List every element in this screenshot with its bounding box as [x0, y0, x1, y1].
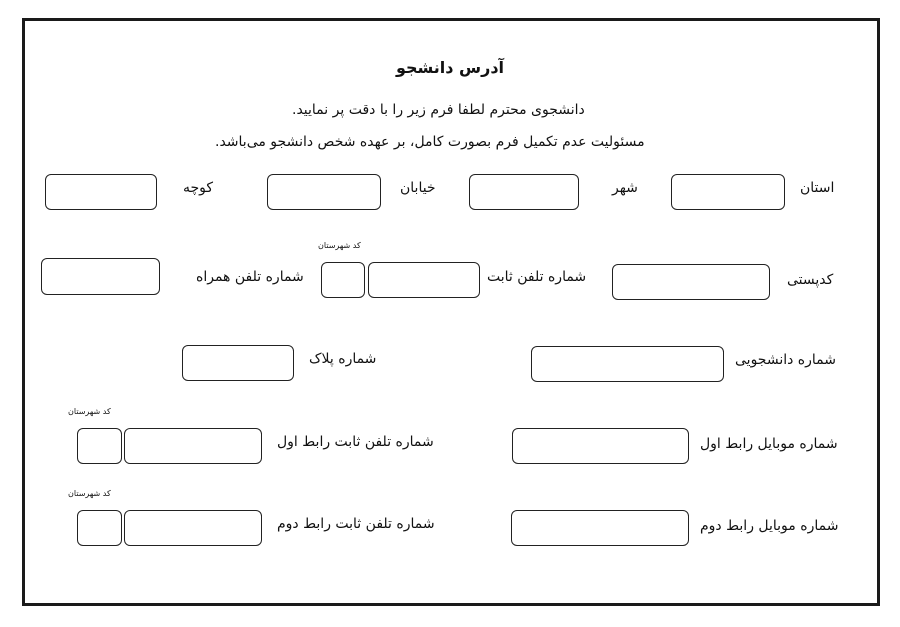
contact2-mobile-input[interactable]	[511, 510, 689, 546]
mobile-input[interactable]	[41, 258, 160, 295]
street-label: خیابان	[400, 180, 436, 196]
alley-input[interactable]	[45, 174, 157, 210]
contact2-area-code-label: کد شهرستان	[68, 489, 111, 498]
contact2-landline-number-input[interactable]	[124, 510, 262, 546]
postal-code-input[interactable]	[612, 264, 770, 300]
city-input[interactable]	[469, 174, 579, 210]
landline-area-code-input[interactable]	[321, 262, 365, 298]
landline-area-code-label: کد شهرستان	[318, 241, 361, 250]
landline-number-input[interactable]	[368, 262, 480, 298]
form-title: آدرس دانشجو	[395, 58, 505, 77]
postal-code-label: کدپستی	[787, 272, 834, 288]
plate-input[interactable]	[182, 345, 294, 381]
contact1-mobile-label: شماره موبایل رابط اول	[700, 436, 838, 452]
contact2-mobile-label: شماره موبایل رابط دوم	[700, 518, 839, 534]
form-disclaimer: مسئولیت عدم تکمیل فرم بصورت کامل، بر عهده شخص دانشجو می‌باشد.	[215, 134, 645, 150]
plate-label: شماره پلاک	[309, 351, 377, 367]
contact1-landline-label: شماره تلفن ثابت رابط اول	[277, 434, 434, 450]
contact1-landline-number-input[interactable]	[124, 428, 262, 464]
province-label: استان	[800, 180, 835, 196]
student-id-label: شماره دانشجویی	[735, 352, 836, 368]
contact1-area-code-input[interactable]	[77, 428, 122, 464]
alley-label: کوچه	[183, 180, 214, 196]
city-label: شهر	[612, 180, 638, 196]
province-input[interactable]	[671, 174, 785, 210]
form-instruction: دانشجوی محترم لطفا فرم زیر را با دقت پر نمایید.	[292, 102, 585, 118]
mobile-label: شماره تلفن همراه	[196, 269, 304, 285]
landline-label: شماره تلفن ثابت	[487, 269, 587, 285]
street-input[interactable]	[267, 174, 381, 210]
student-id-input[interactable]	[531, 346, 724, 382]
contact1-mobile-input[interactable]	[512, 428, 689, 464]
contact2-area-code-input[interactable]	[77, 510, 122, 546]
contact1-area-code-label: کد شهرستان	[68, 407, 111, 416]
contact2-landline-label: شماره تلفن ثابت رابط دوم	[277, 516, 435, 532]
